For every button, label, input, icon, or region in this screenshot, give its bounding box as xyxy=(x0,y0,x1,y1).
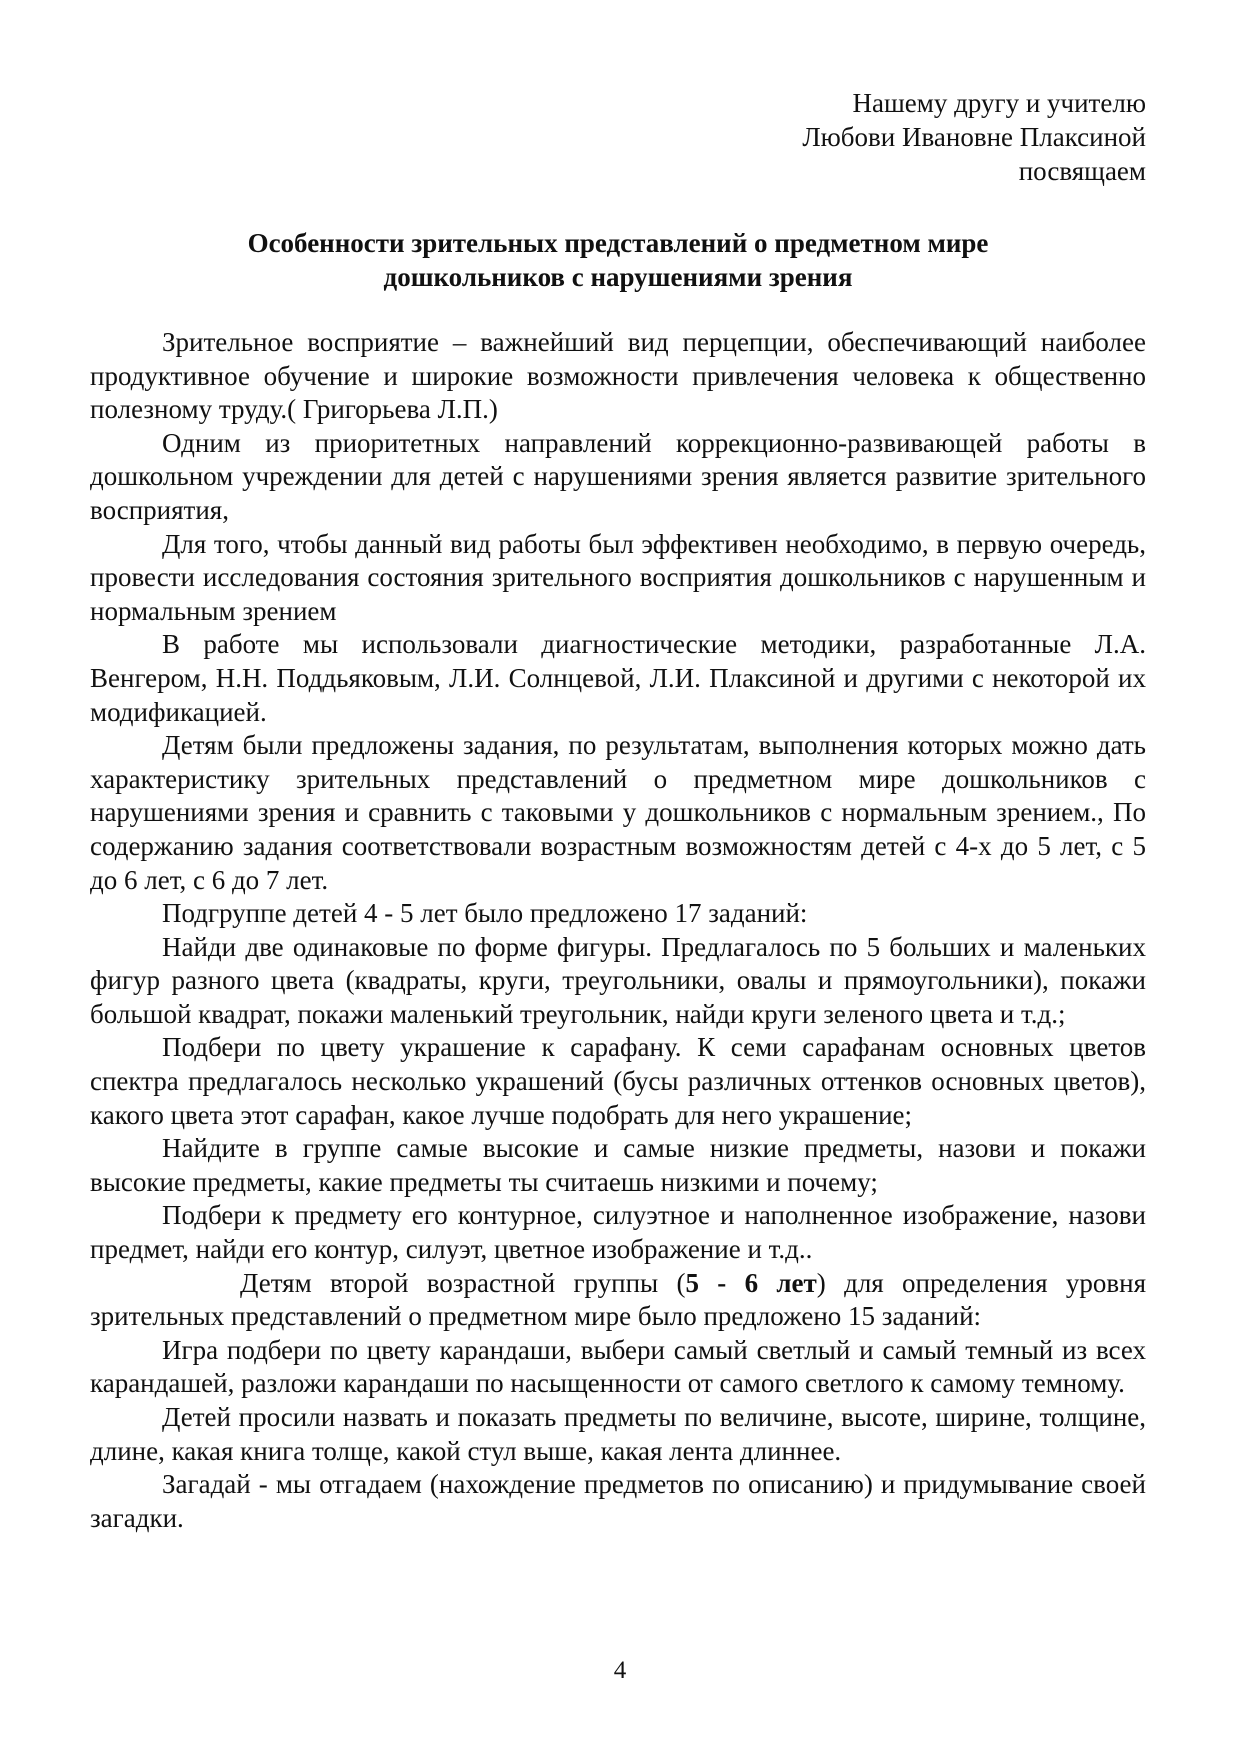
paragraph-text: Детям второй возрастной группы ( xyxy=(240,1267,686,1298)
paragraph xyxy=(90,1267,1146,1334)
paragraph: Детей просили назвать и показать предметы по величине, высоте, ширине, толщине, длине, какая книга толще, какой стул выше, какая лента длиннее. xyxy=(90,1402,1146,1466)
paragraph: Найди две одинаковые по форме фигуры. Предлагалось по 5 больших и маленьких фигур разного цвета (квадраты, круги, треугольники, овалы и прямоугольники), покажи большой квадрат, покажи маленький треугольник, найди круги зеленого цвета и т.д.; xyxy=(90,931,1146,1029)
dedication xyxy=(802,86,1146,188)
document-title xyxy=(90,226,1146,294)
paragraph: Одним из приоритетных направлений коррекционно-развивающей работы в дошкольном учреждении для детей с нарушениями зрения является развитие зрительного восприятия, xyxy=(90,427,1146,525)
paragraph: Подбери по цвету украшение к сарафану. К семи сарафанам основных цветов спектра предлагалось несколько украшений (бусы различных оттенков основных цветов), какого цвета этот сарафан, какое лучше подобрать для него украшение; xyxy=(90,1032,1146,1130)
paragraph: Найдите в группе самые высокие и самые низкие предметы, назови и покажи высокие предметы, какие предметы ты считаешь низкими и почему; xyxy=(90,1133,1146,1197)
paragraph: Подгруппе детей 4 - 5 лет было предложено 17 заданий: xyxy=(162,898,808,929)
dedication-line: посвящаем xyxy=(1018,156,1146,186)
title-line: дошкольников с нарушениями зрения xyxy=(383,262,853,292)
title-line: Особенности зрительных представлений о предметном мире xyxy=(247,228,989,258)
paragraph-text: ) для определения уровня зрительных представлений о предметном мире было предложено 15 заданий: xyxy=(90,1267,1147,1332)
paragraph: Зрительное восприятие – важнейший вид перцепции, обеспечивающий наиболее продуктивное обучение и широкие возможности привлечения человека к общественно полезному труду.( Григорьева Л.П.) xyxy=(90,327,1146,425)
dedication-line: Любови Ивановне Плаксиной xyxy=(802,122,1146,152)
paragraph: Детям были предложены задания, по результатам, выполнения которых можно дать характеристику зрительных представлений о предметном мире дошкольников с нарушениями зрения и сравнить с таковыми у дошкольников с нормальным зрением., По содержанию задания соответствовали возрастным возможностям детей с 4-х до 5 лет, с 5 до 6 лет, с 6 до 7 лет. xyxy=(90,730,1146,895)
body-text xyxy=(90,326,1146,1535)
paragraph: Игра подбери по цвету карандаши, выбери самый светлый и самый темный из всех карандашей, разложи карандаши по насыщенности от самого светлого к самому темному. xyxy=(90,1334,1146,1399)
age-group-bold: 5 - 6 лет xyxy=(685,1267,817,1298)
paragraph: В работе мы использовали диагностические методики, разработанные Л.А. Венгером, Н.Н. Поддьяковым, Л.И. Солнцевой, Л.И. Плаксиной и другими с некоторой их модификацией. xyxy=(90,629,1146,727)
dedication-line: Нашему другу и учителю xyxy=(852,88,1146,118)
page-number: 4 xyxy=(613,1657,627,1684)
paragraph: Загадай - мы отгадаем (нахождение предметов по описанию) и придумывание своей загадки. xyxy=(90,1469,1146,1533)
paragraph: Для того, чтобы данный вид работы был эффективен необходимо, в первую очередь, провести исследования состояния зрительного восприятия дошкольников с нарушенным и нормальным зрением xyxy=(90,528,1146,626)
paragraph: Подбери к предмету его контурное, силуэтное и наполненное изображение, назови предмет, найди его контур, силуэт, цветное изображение и т.д.. xyxy=(90,1200,1146,1265)
